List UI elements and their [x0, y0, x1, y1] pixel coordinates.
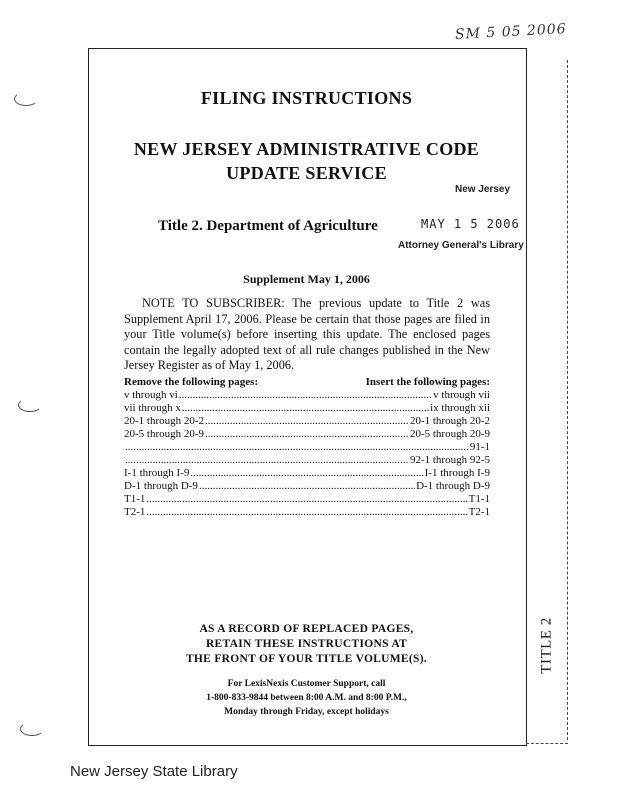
remove-pages: 20-5 through 20-9: [124, 428, 205, 440]
dot-leader: [199, 480, 415, 493]
document-title: Title 2. Department of Agriculture: [158, 218, 378, 234]
retain-notice-line: RETAIN THESE INSTRUCTIONS AT: [205, 638, 408, 650]
pages-table-header: [124, 376, 490, 389]
insert-pages: ix through xii: [430, 402, 490, 414]
insert-pages: D-1 through D-9: [416, 480, 490, 492]
title-tab: [526, 600, 568, 690]
subscriber-note-text: NOTE TO SUBSCRIBER: The previous update to Title 2 was Supplement April 17, 2006. Please be certain that those pages are filed in your Title volume(s) before inserting this update. The enclosed pages contain the legally adopted text of all rule changes published in the New Jersey Register as of May 1, 2006.: [124, 296, 490, 372]
dot-leader: [125, 454, 409, 467]
subscriber-note: [124, 296, 490, 374]
title-tab-label: TITLE 2: [538, 616, 555, 674]
support-line: 1-800-833-9844 between 8:00 A.M. and 8:00 P.M.,: [206, 693, 407, 703]
remove-pages: T2-1: [124, 506, 146, 518]
insert-pages: I-1 through I-9: [424, 467, 490, 479]
page-row: [124, 506, 490, 519]
page-row: [124, 454, 490, 467]
handwritten-note: SM 5 05 2006: [454, 21, 567, 43]
code-title-line: UPDATE SERVICE: [226, 163, 387, 183]
insert-pages: 20-5 through 20-9: [409, 428, 490, 440]
remove-pages: T1-1: [124, 493, 146, 505]
dot-leader: [146, 506, 467, 519]
insert-pages: v through vii: [433, 389, 490, 401]
page-row: [124, 428, 490, 441]
dot-leader: [205, 428, 409, 441]
pages-table: [124, 376, 490, 519]
page-row: [124, 389, 490, 402]
remove-pages: 20-1 through 20-2: [124, 415, 205, 427]
remove-pages: I-1 through I-9: [124, 467, 190, 479]
page-row: [124, 480, 490, 493]
dot-leader: [125, 441, 469, 454]
stamp-state: New Jersey: [455, 184, 511, 195]
dot-leader: [146, 493, 467, 506]
page-row: [124, 493, 490, 506]
punch-hole-mark: [14, 92, 38, 106]
code-title-line: NEW JERSEY ADMINISTRATIVE CODE: [133, 139, 480, 159]
support-line: For LexisNexis Customer Support, call: [227, 679, 386, 689]
customer-support: [88, 677, 525, 719]
insert-pages: 92-1 through 92-5: [409, 454, 490, 466]
filing-instructions-title: FILING INSTRUCTIONS: [200, 88, 413, 108]
insert-header: Insert the following pages:: [365, 376, 490, 388]
dot-leader: [179, 389, 432, 402]
stamp-library: Attorney General's Library: [398, 240, 524, 251]
punch-hole-mark: [20, 722, 44, 736]
library-label: New Jersey State Library: [70, 763, 238, 780]
page-row: [124, 415, 490, 428]
dot-leader: [190, 467, 423, 480]
remove-pages: v through vi: [124, 389, 178, 401]
retain-notice-line: AS A RECORD OF REPLACED PAGES,: [199, 623, 414, 635]
support-line: Monday through Friday, except holidays: [224, 707, 389, 717]
insert-pages: T1-1: [468, 493, 490, 505]
retain-notice-line: THE FRONT OF YOUR TITLE VOLUME(S).: [185, 653, 428, 665]
page-row: [124, 402, 490, 415]
code-title: [88, 137, 525, 185]
pages-table-rows: [124, 389, 490, 519]
dot-leader: [205, 415, 409, 428]
page-row: [124, 467, 490, 480]
tab-strip-bottom: [526, 743, 568, 744]
insert-pages: 20-1 through 20-2: [409, 415, 490, 427]
insert-pages: 91-1: [469, 441, 490, 453]
remove-header: Remove the following pages:: [124, 376, 259, 388]
supplement-date: Supplement May 1, 2006: [243, 272, 370, 286]
punch-hole-mark: [18, 398, 42, 412]
remove-pages: vii through x: [124, 402, 181, 414]
remove-pages: D-1 through D-9: [124, 480, 198, 492]
stamp-date: MAY 1 5 2006: [421, 217, 520, 231]
retain-notice: [88, 622, 525, 667]
dot-leader: [182, 402, 429, 415]
page-row: [124, 441, 490, 454]
insert-pages: T2-1: [468, 506, 490, 518]
